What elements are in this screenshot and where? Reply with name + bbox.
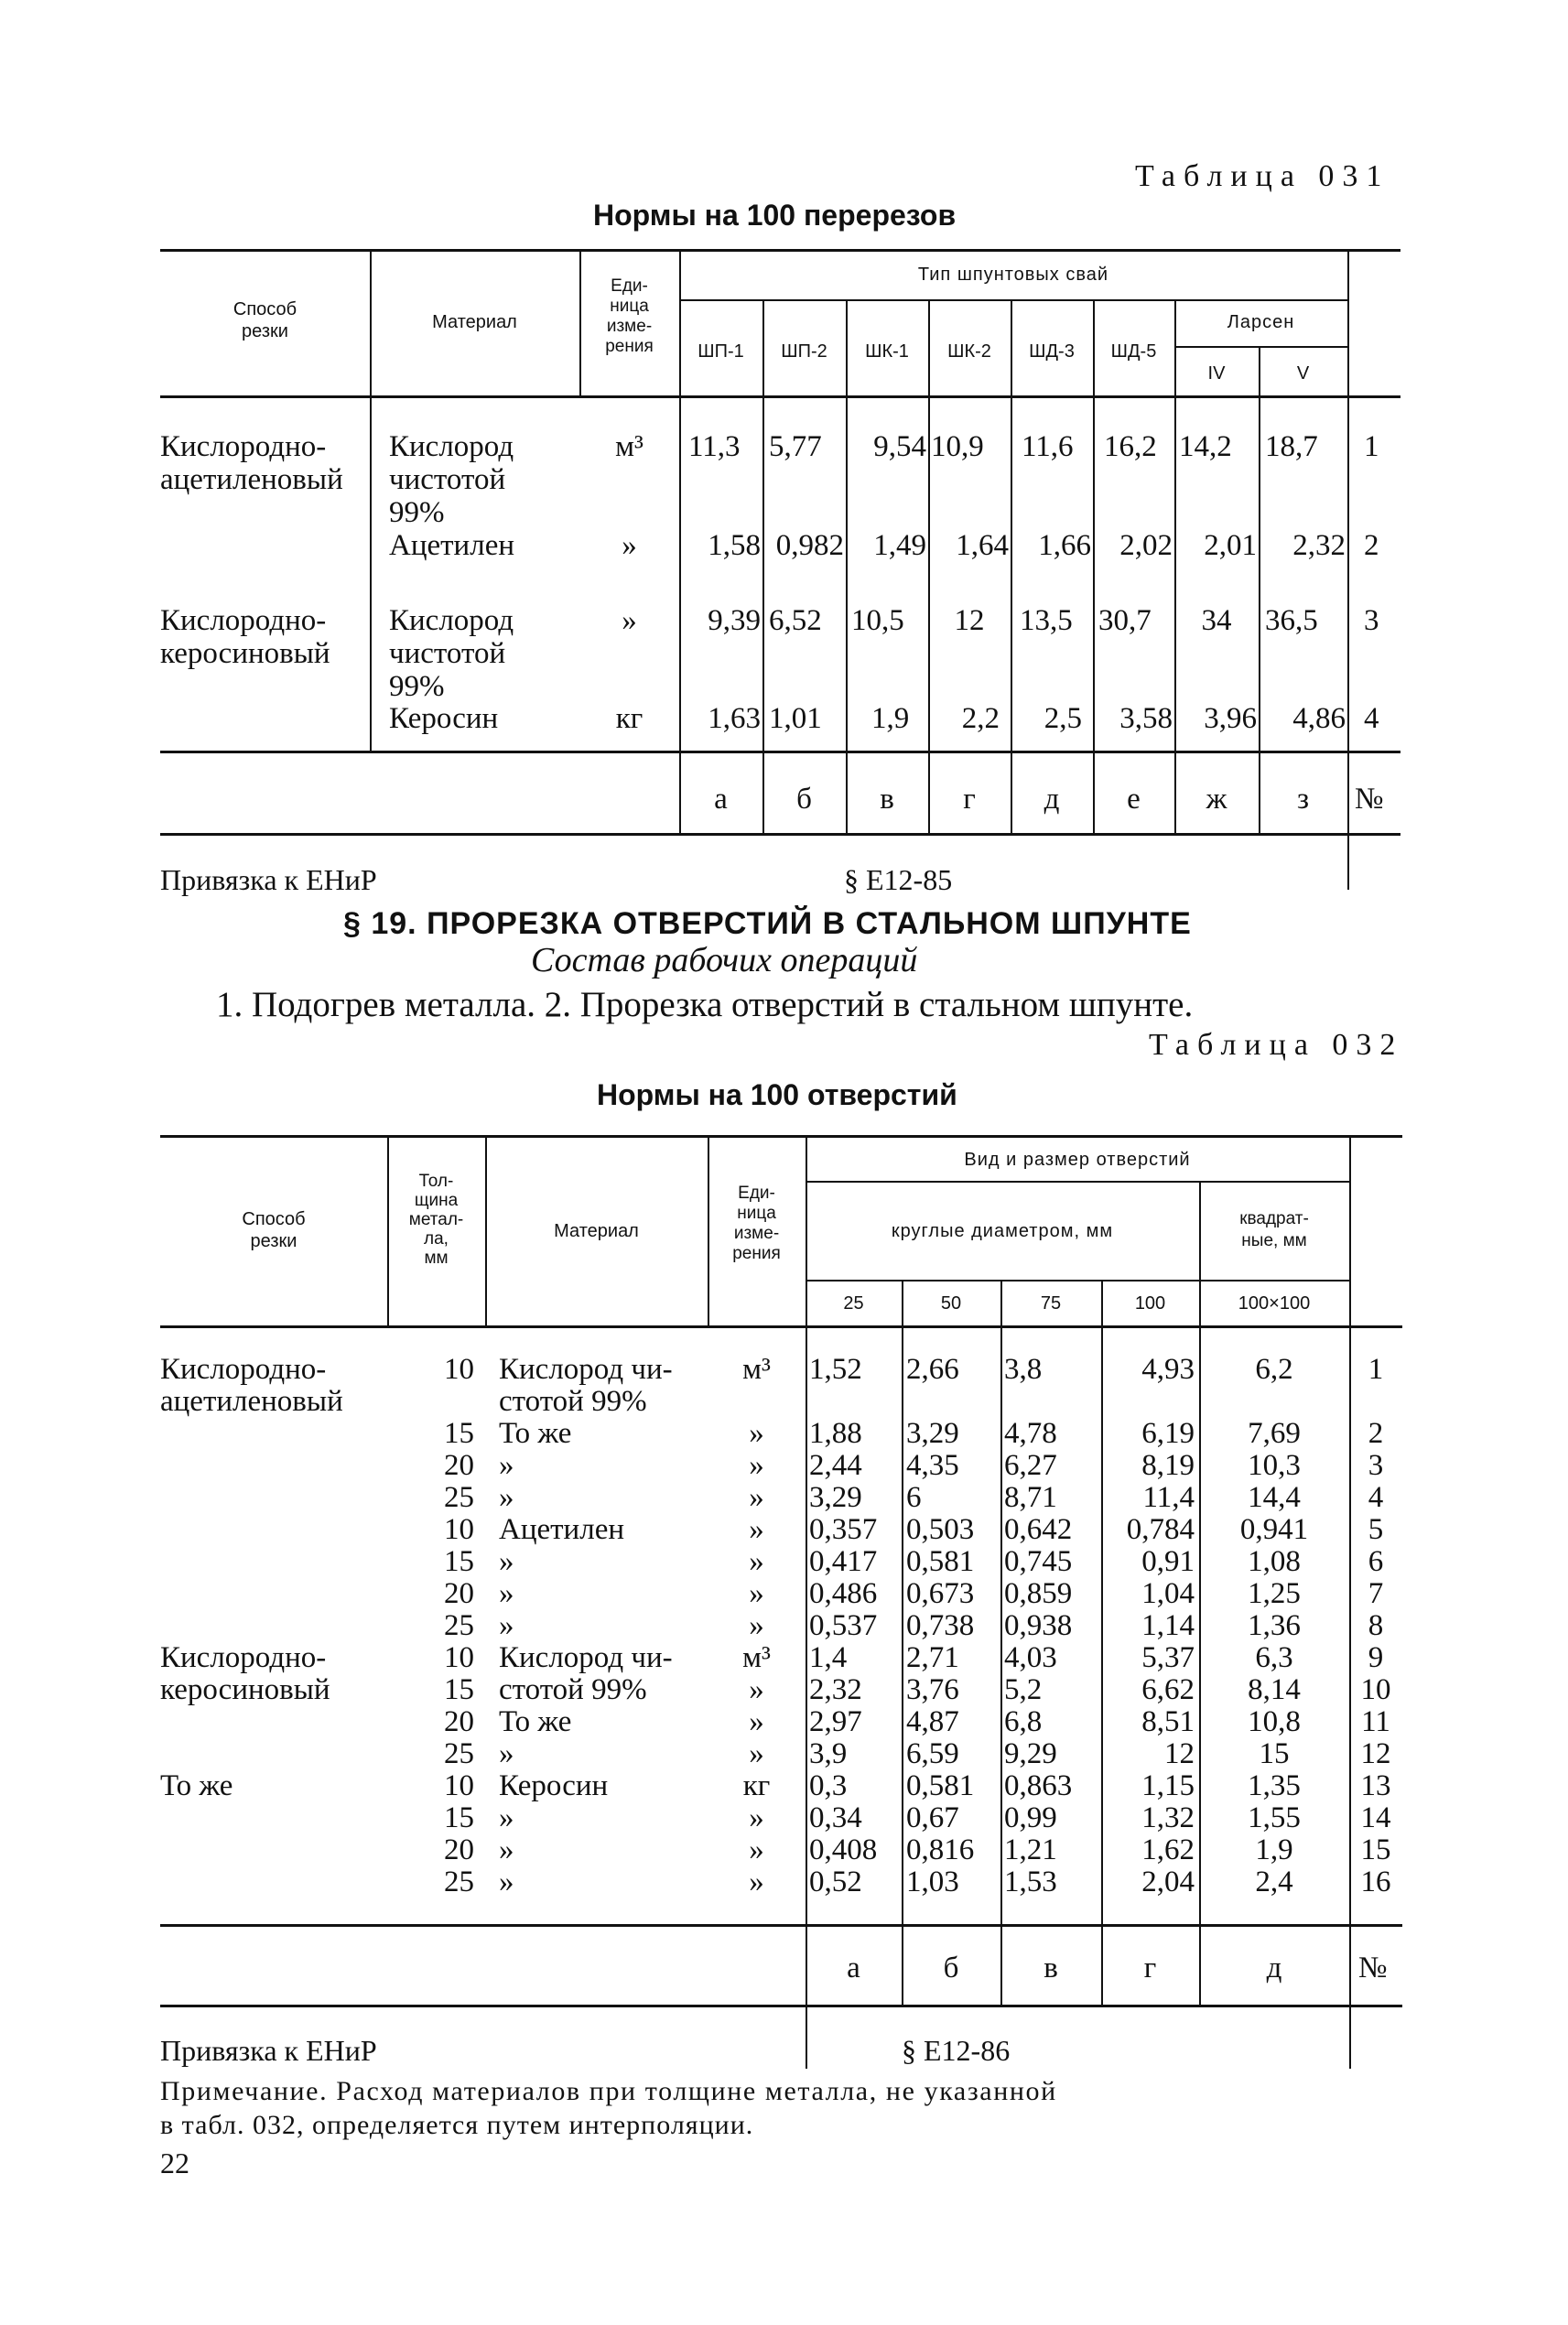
t2-row-value: 15 (1259, 1737, 1290, 1770)
t2-row-thickness: 10 (444, 1353, 474, 1386)
t2-row-thickness: 20 (444, 1449, 474, 1482)
t1-r4-unit: кг (615, 702, 643, 735)
t1-r2-v4: 1,64 (956, 529, 1009, 562)
t2-row-method: Кислородно- (160, 1641, 327, 1674)
t2-row-material: » (499, 1481, 514, 1514)
section-subtitle: Состав рабочих операций (531, 941, 918, 979)
t2-row-value: 10,8 (1248, 1705, 1301, 1738)
t2-binding-ref: § Е12-86 (902, 2034, 1011, 2067)
t1-r1-v4: 10,9 (931, 430, 984, 463)
t2-row-unit: » (749, 1513, 764, 1546)
section-title: § 19. ПРОРЕЗКА ОТВЕРСТИЙ В СТАЛЬНОМ ШПУНТЕ (343, 906, 1192, 941)
t2-row-value: 6,59 (906, 1737, 959, 1770)
t2-row-value: 2,71 (906, 1641, 959, 1674)
t2-header-col-50: 50 (940, 1293, 962, 1314)
t2-letter-g: г (1143, 1952, 1157, 1984)
t1-r3-v2: 6,52 (769, 604, 822, 637)
t2-row-value: 0,91 (1141, 1545, 1195, 1578)
t2-row-value: 6,19 (1141, 1417, 1195, 1450)
t2-row-material: Кислород чи- (499, 1641, 673, 1674)
t2-row-value: 2,4 (1255, 1865, 1293, 1898)
t2-letter-a: а (847, 1952, 860, 1984)
t2-row-value: 2,32 (809, 1673, 862, 1706)
t2-letter-d: д (1266, 1952, 1282, 1984)
t2-row-no: 3 (1368, 1449, 1384, 1482)
table1-number: Таблица 031 (1135, 159, 1390, 193)
t1-r2-unit: » (622, 529, 637, 562)
t1-binding-label: Привязка к ЕНиР (160, 863, 377, 896)
t1-letter-v: в (880, 783, 894, 816)
t2-row-thickness: 20 (444, 1833, 474, 1866)
t1-r2-v3: 1,49 (873, 529, 926, 562)
t1-header-larsen-iv: IV (1207, 363, 1226, 384)
t1-header-col-3: ШК-1 (865, 341, 909, 362)
t2-row-value: 14,4 (1248, 1481, 1301, 1514)
t2-header-round: круглые диаметром, мм (891, 1221, 1114, 1241)
t2-row-value: 8,71 (1004, 1481, 1057, 1514)
t2-row-thickness: 25 (444, 1865, 474, 1898)
t1-r1-v6: 16,2 (1104, 430, 1157, 463)
t2-row-value: 6,62 (1141, 1673, 1195, 1706)
t1-r3-v4: 12 (954, 604, 985, 637)
t2-row-value: 0,784 (1126, 1513, 1195, 1546)
t1-r3-no: 3 (1364, 604, 1379, 637)
t2-row-no: 8 (1368, 1609, 1384, 1642)
t1-r2-v5: 1,66 (1038, 529, 1091, 562)
t1-header-unit: Еди- ница изме- рения (605, 276, 654, 356)
t1-r4-v3: 1,9 (871, 702, 910, 735)
t2-row-unit: » (749, 1673, 764, 1706)
t2-row-value: 1,14 (1141, 1609, 1195, 1642)
t2-row-value: 0,642 (1004, 1513, 1073, 1546)
t1-r3-material: Кислород чистотой 99% (389, 604, 514, 703)
t2-row-material: » (499, 1577, 514, 1610)
t2-row-unit: » (749, 1545, 764, 1578)
t2-no-label: № (1358, 1952, 1388, 1984)
t1-binding-ref: § Е12-85 (844, 863, 953, 896)
t2-row-material: То же (499, 1417, 572, 1450)
t2-header-thickness: Тол- щина метал- ла, мм (408, 1172, 464, 1268)
section-operations: 1. Подогрев металла. 2. Прорезка отверстий в стальном шпунте. (216, 985, 1194, 1024)
t2-row-thickness: 20 (444, 1705, 474, 1738)
t1-r1-v2: 5,77 (769, 430, 822, 463)
t2-row-unit: м³ (742, 1641, 771, 1674)
t1-r1-method: Кислородно- ацетиленовый (160, 430, 343, 496)
t1-r4-v5: 2,5 (1044, 702, 1082, 735)
t2-row-value: 0,486 (809, 1577, 878, 1610)
t2-binding-label: Привязка к ЕНиР (160, 2034, 377, 2067)
t2-row-value: 4,87 (906, 1705, 959, 1738)
t2-row-value: 1,62 (1141, 1833, 1195, 1866)
t2-row-no: 5 (1368, 1513, 1384, 1546)
t2-row-thickness: 25 (444, 1737, 474, 1770)
t2-row-value: 10,3 (1248, 1449, 1301, 1482)
t2-row-value: 0,941 (1239, 1513, 1309, 1546)
t2-row-value: 1,04 (1141, 1577, 1195, 1610)
t2-row-value: 3,9 (809, 1737, 848, 1770)
t2-row-value: 9,29 (1004, 1737, 1057, 1770)
t1-r1-unit: м³ (615, 430, 643, 463)
t2-row-value: 4,35 (906, 1449, 959, 1482)
t2-row-value: 0,503 (906, 1513, 975, 1546)
t2-row-value: 8,14 (1248, 1673, 1301, 1706)
t2-letter-b: б (943, 1952, 959, 1984)
t2-row-value: 1,35 (1248, 1769, 1301, 1802)
t1-r2-v1: 1,58 (708, 529, 761, 562)
t1-r2-v6: 2,02 (1119, 529, 1173, 562)
t2-row-value: 1,15 (1141, 1769, 1195, 1802)
t2-header-square: квадрат- ные, мм (1239, 1209, 1309, 1250)
t2-row-no: 7 (1368, 1577, 1384, 1610)
t2-row-unit: » (749, 1737, 764, 1770)
t1-letter-e: е (1127, 783, 1141, 816)
table2-number: Таблица 032 (1149, 1028, 1404, 1062)
t2-row-method: То же (160, 1769, 233, 1802)
t1-r4-material: Керосин (389, 702, 499, 735)
t2-row-no: 10 (1360, 1673, 1391, 1706)
t2-row-value: 3,8 (1004, 1353, 1043, 1386)
t2-row-value: 1,55 (1248, 1801, 1301, 1834)
t1-r1-v7: 14,2 (1179, 430, 1232, 463)
t2-row-value: 0,673 (906, 1577, 975, 1610)
t2-row-value: 8,19 (1141, 1449, 1195, 1482)
t2-row-thickness: 15 (444, 1417, 474, 1450)
t2-row-value: 1,53 (1004, 1865, 1057, 1898)
t2-row-value: 1,9 (1255, 1833, 1293, 1866)
t2-header-col-25: 25 (843, 1293, 864, 1314)
t2-row-value: 12 (1164, 1737, 1195, 1770)
t2-row-material: » (499, 1737, 514, 1770)
t2-row-value: 3,29 (906, 1417, 959, 1450)
t2-row-value: 4,03 (1004, 1641, 1057, 1674)
t2-row-value: 2,66 (906, 1353, 959, 1386)
t2-row-material: Ацетилен (499, 1513, 624, 1546)
t2-row-thickness: 10 (444, 1513, 474, 1546)
t2-row-thickness: 15 (444, 1545, 474, 1578)
t1-r4-v4: 2,2 (961, 702, 1000, 735)
t1-header-larsen-v: V (1296, 363, 1310, 384)
t1-header-group: Тип шпунтовых свай (917, 265, 1109, 285)
t2-row-method: керосиновый (160, 1673, 330, 1706)
t2-row-unit: » (749, 1801, 764, 1834)
t1-r3-v7: 34 (1201, 604, 1232, 637)
note-line-1: Примечание. Расход материалов при толщине металла, не указанной (160, 2076, 1057, 2106)
t1-r3-v3: 10,5 (851, 604, 904, 637)
t1-r3-unit: » (622, 604, 637, 637)
t2-row-value: 0,745 (1004, 1545, 1073, 1578)
t1-no-label: № (1355, 783, 1384, 816)
t2-row-value: 0,738 (906, 1609, 975, 1642)
t1-r2-v2: 0,982 (775, 529, 844, 562)
t2-row-value: 1,52 (809, 1353, 862, 1386)
t2-row-material: стотой 99% (499, 1673, 647, 1706)
t2-row-value: 6,8 (1004, 1705, 1043, 1738)
t1-r4-v6: 3,58 (1119, 702, 1173, 735)
t1-header-col-4: ШК-2 (947, 341, 991, 362)
t2-row-no: 11 (1361, 1705, 1390, 1738)
t2-row-value: 2,44 (809, 1449, 862, 1482)
note-line-2: в табл. 032, определяется путем интерполяции. (160, 2110, 754, 2140)
t2-row-thickness: 15 (444, 1673, 474, 1706)
t2-row-value: 0,417 (809, 1545, 878, 1578)
t1-header-col-2: ШП-2 (781, 341, 827, 362)
t2-row-material: Кислород чи- (499, 1353, 673, 1386)
t1-r4-v2: 1,01 (769, 702, 822, 735)
t2-row-material: » (499, 1449, 514, 1482)
t2-row-value: 0,3 (809, 1769, 848, 1802)
t1-letter-a: а (714, 783, 728, 816)
t2-row-value: 1,32 (1141, 1801, 1195, 1834)
t2-row-value: 0,816 (906, 1833, 975, 1866)
t2-row-material: » (499, 1801, 514, 1834)
t1-r2-material: Ацетилен (389, 529, 514, 562)
t1-r1-v1: 11,3 (688, 430, 741, 463)
t2-row-unit: » (749, 1833, 764, 1866)
t2-row-unit: » (749, 1865, 764, 1898)
t2-header-col-100x100: 100×100 (1238, 1293, 1311, 1314)
t2-row-method: Кислородно- (160, 1353, 327, 1386)
t1-r4-v1: 1,63 (708, 702, 761, 735)
t2-row-value: 6,27 (1004, 1449, 1057, 1482)
t1-r3-v8: 36,5 (1265, 604, 1318, 637)
t2-row-unit: » (749, 1417, 764, 1450)
t2-row-method: ацетиленовый (160, 1385, 343, 1418)
t2-row-value: 6,3 (1255, 1641, 1293, 1674)
t2-row-no: 14 (1360, 1801, 1391, 1834)
t2-row-value: 6,2 (1255, 1353, 1293, 1386)
t2-row-thickness: 25 (444, 1609, 474, 1642)
t2-row-value: 0,859 (1004, 1577, 1073, 1610)
t1-letter-b: б (796, 783, 812, 816)
t2-row-value: 0,34 (809, 1801, 862, 1834)
t1-r1-v3: 9,54 (873, 430, 926, 463)
t2-header-method: Способ резки (242, 1209, 306, 1251)
t1-letter-zh: ж (1206, 783, 1227, 816)
t1-r1-v8: 18,7 (1265, 430, 1318, 463)
t2-row-value: 0,581 (906, 1769, 975, 1802)
t2-row-value: 0,938 (1004, 1609, 1073, 1642)
t1-r3-v1: 9,39 (708, 604, 761, 637)
t2-row-value: 4,78 (1004, 1417, 1057, 1450)
t2-row-material: То же (499, 1705, 572, 1738)
t2-header-unit: Еди- ница изме- рения (732, 1184, 781, 1263)
t2-row-value: 0,357 (809, 1513, 878, 1546)
t2-row-unit: кг (742, 1769, 771, 1802)
t2-row-no: 4 (1368, 1481, 1384, 1514)
t2-row-no: 13 (1360, 1769, 1391, 1802)
t2-row-value: 0,52 (809, 1865, 862, 1898)
t2-row-unit: м³ (742, 1353, 771, 1386)
t2-row-no: 9 (1368, 1641, 1384, 1674)
t2-row-value: 7,69 (1248, 1417, 1301, 1450)
t1-r3-v5: 13,5 (1020, 604, 1073, 637)
t2-row-material: » (499, 1609, 514, 1642)
t2-row-value: 11,4 (1142, 1481, 1195, 1514)
t2-row-value: 5,37 (1141, 1641, 1195, 1674)
t2-row-value: 8,51 (1141, 1705, 1195, 1738)
t1-letter-z: з (1296, 783, 1310, 816)
table1-caption: Нормы на 100 перерезов (593, 199, 957, 232)
t2-row-value: 3,76 (906, 1673, 959, 1706)
t2-header-group: Вид и размер отверстий (964, 1150, 1191, 1170)
t1-r2-v8: 2,32 (1292, 529, 1346, 562)
t2-row-value: 0,99 (1004, 1801, 1057, 1834)
t2-row-value: 1,88 (809, 1417, 862, 1450)
t2-row-unit: » (749, 1705, 764, 1738)
t1-r4-no: 4 (1364, 702, 1379, 735)
t1-r3-v6: 30,7 (1098, 604, 1152, 637)
t2-row-value: 1,21 (1004, 1833, 1057, 1866)
t1-header-material: Материал (432, 312, 517, 332)
t2-row-no: 1 (1368, 1353, 1384, 1386)
t2-row-value: 6 (906, 1481, 922, 1514)
t1-letter-d: д (1044, 783, 1060, 816)
t1-r1-no: 1 (1364, 430, 1379, 463)
t2-row-no: 6 (1368, 1545, 1384, 1578)
t2-row-material: » (499, 1865, 514, 1898)
t2-row-material: » (499, 1833, 514, 1866)
t2-header-col-100: 100 (1134, 1293, 1166, 1314)
t1-header-col-5: ШД-3 (1029, 341, 1075, 362)
t1-r1-material: Кислород чистотой 99% (389, 430, 514, 529)
t2-row-value: 0,537 (809, 1609, 878, 1642)
table2-caption: Нормы на 100 отверстий (597, 1078, 957, 1111)
t2-row-value: 0,863 (1004, 1769, 1073, 1802)
page-number: 22 (160, 2147, 189, 2179)
t2-row-thickness: 25 (444, 1481, 474, 1514)
t1-r2-v7: 2,01 (1204, 529, 1257, 562)
t2-row-thickness: 10 (444, 1769, 474, 1802)
t2-header-material: Материал (554, 1221, 639, 1241)
t2-row-unit: » (749, 1481, 764, 1514)
t2-row-value: 1,25 (1248, 1577, 1301, 1610)
t2-row-value: 2,97 (809, 1705, 862, 1738)
t2-row-material: Керосин (499, 1769, 609, 1802)
t2-row-value: 1,4 (809, 1641, 848, 1674)
t2-row-unit: » (749, 1449, 764, 1482)
t2-row-no: 15 (1360, 1833, 1391, 1866)
t2-row-value: 5,2 (1004, 1673, 1043, 1706)
t2-row-thickness: 10 (444, 1641, 474, 1674)
t2-row-unit: » (749, 1577, 764, 1610)
t1-header-col-6: ШД-5 (1110, 341, 1157, 362)
t1-r3-method: Кислородно- керосиновый (160, 604, 330, 670)
t1-r4-v7: 3,96 (1204, 702, 1257, 735)
t2-row-value: 1,36 (1248, 1609, 1301, 1642)
t2-row-value: 0,408 (809, 1833, 878, 1866)
t1-r2-no: 2 (1364, 529, 1379, 562)
t2-row-material: » (499, 1545, 514, 1578)
t2-row-value: 3,29 (809, 1481, 862, 1514)
t1-header-larsen: Ларсен (1227, 312, 1295, 332)
t2-row-no: 12 (1360, 1737, 1391, 1770)
t2-row-material: стотой 99% (499, 1385, 647, 1418)
t1-letter-g: г (963, 783, 976, 816)
t2-row-value: 0,581 (906, 1545, 975, 1578)
t2-row-unit: » (749, 1609, 764, 1642)
t1-r4-v8: 4,86 (1292, 702, 1346, 735)
t2-row-value: 1,08 (1248, 1545, 1301, 1578)
t2-row-value: 4,93 (1141, 1353, 1195, 1386)
t2-row-value: 1,03 (906, 1865, 959, 1898)
t2-row-value: 2,04 (1141, 1865, 1195, 1898)
t1-r1-v5: 11,6 (1022, 430, 1074, 463)
t2-letter-v: в (1044, 1952, 1058, 1984)
t2-header-col-75: 75 (1040, 1293, 1062, 1314)
t2-row-thickness: 20 (444, 1577, 474, 1610)
t2-row-no: 16 (1360, 1865, 1391, 1898)
t2-row-value: 0,67 (906, 1801, 959, 1834)
t2-row-thickness: 15 (444, 1801, 474, 1834)
t1-header-method: Способ резки (232, 299, 297, 341)
t2-row-no: 2 (1368, 1417, 1384, 1450)
t1-header-col-1: ШП-1 (697, 341, 744, 362)
